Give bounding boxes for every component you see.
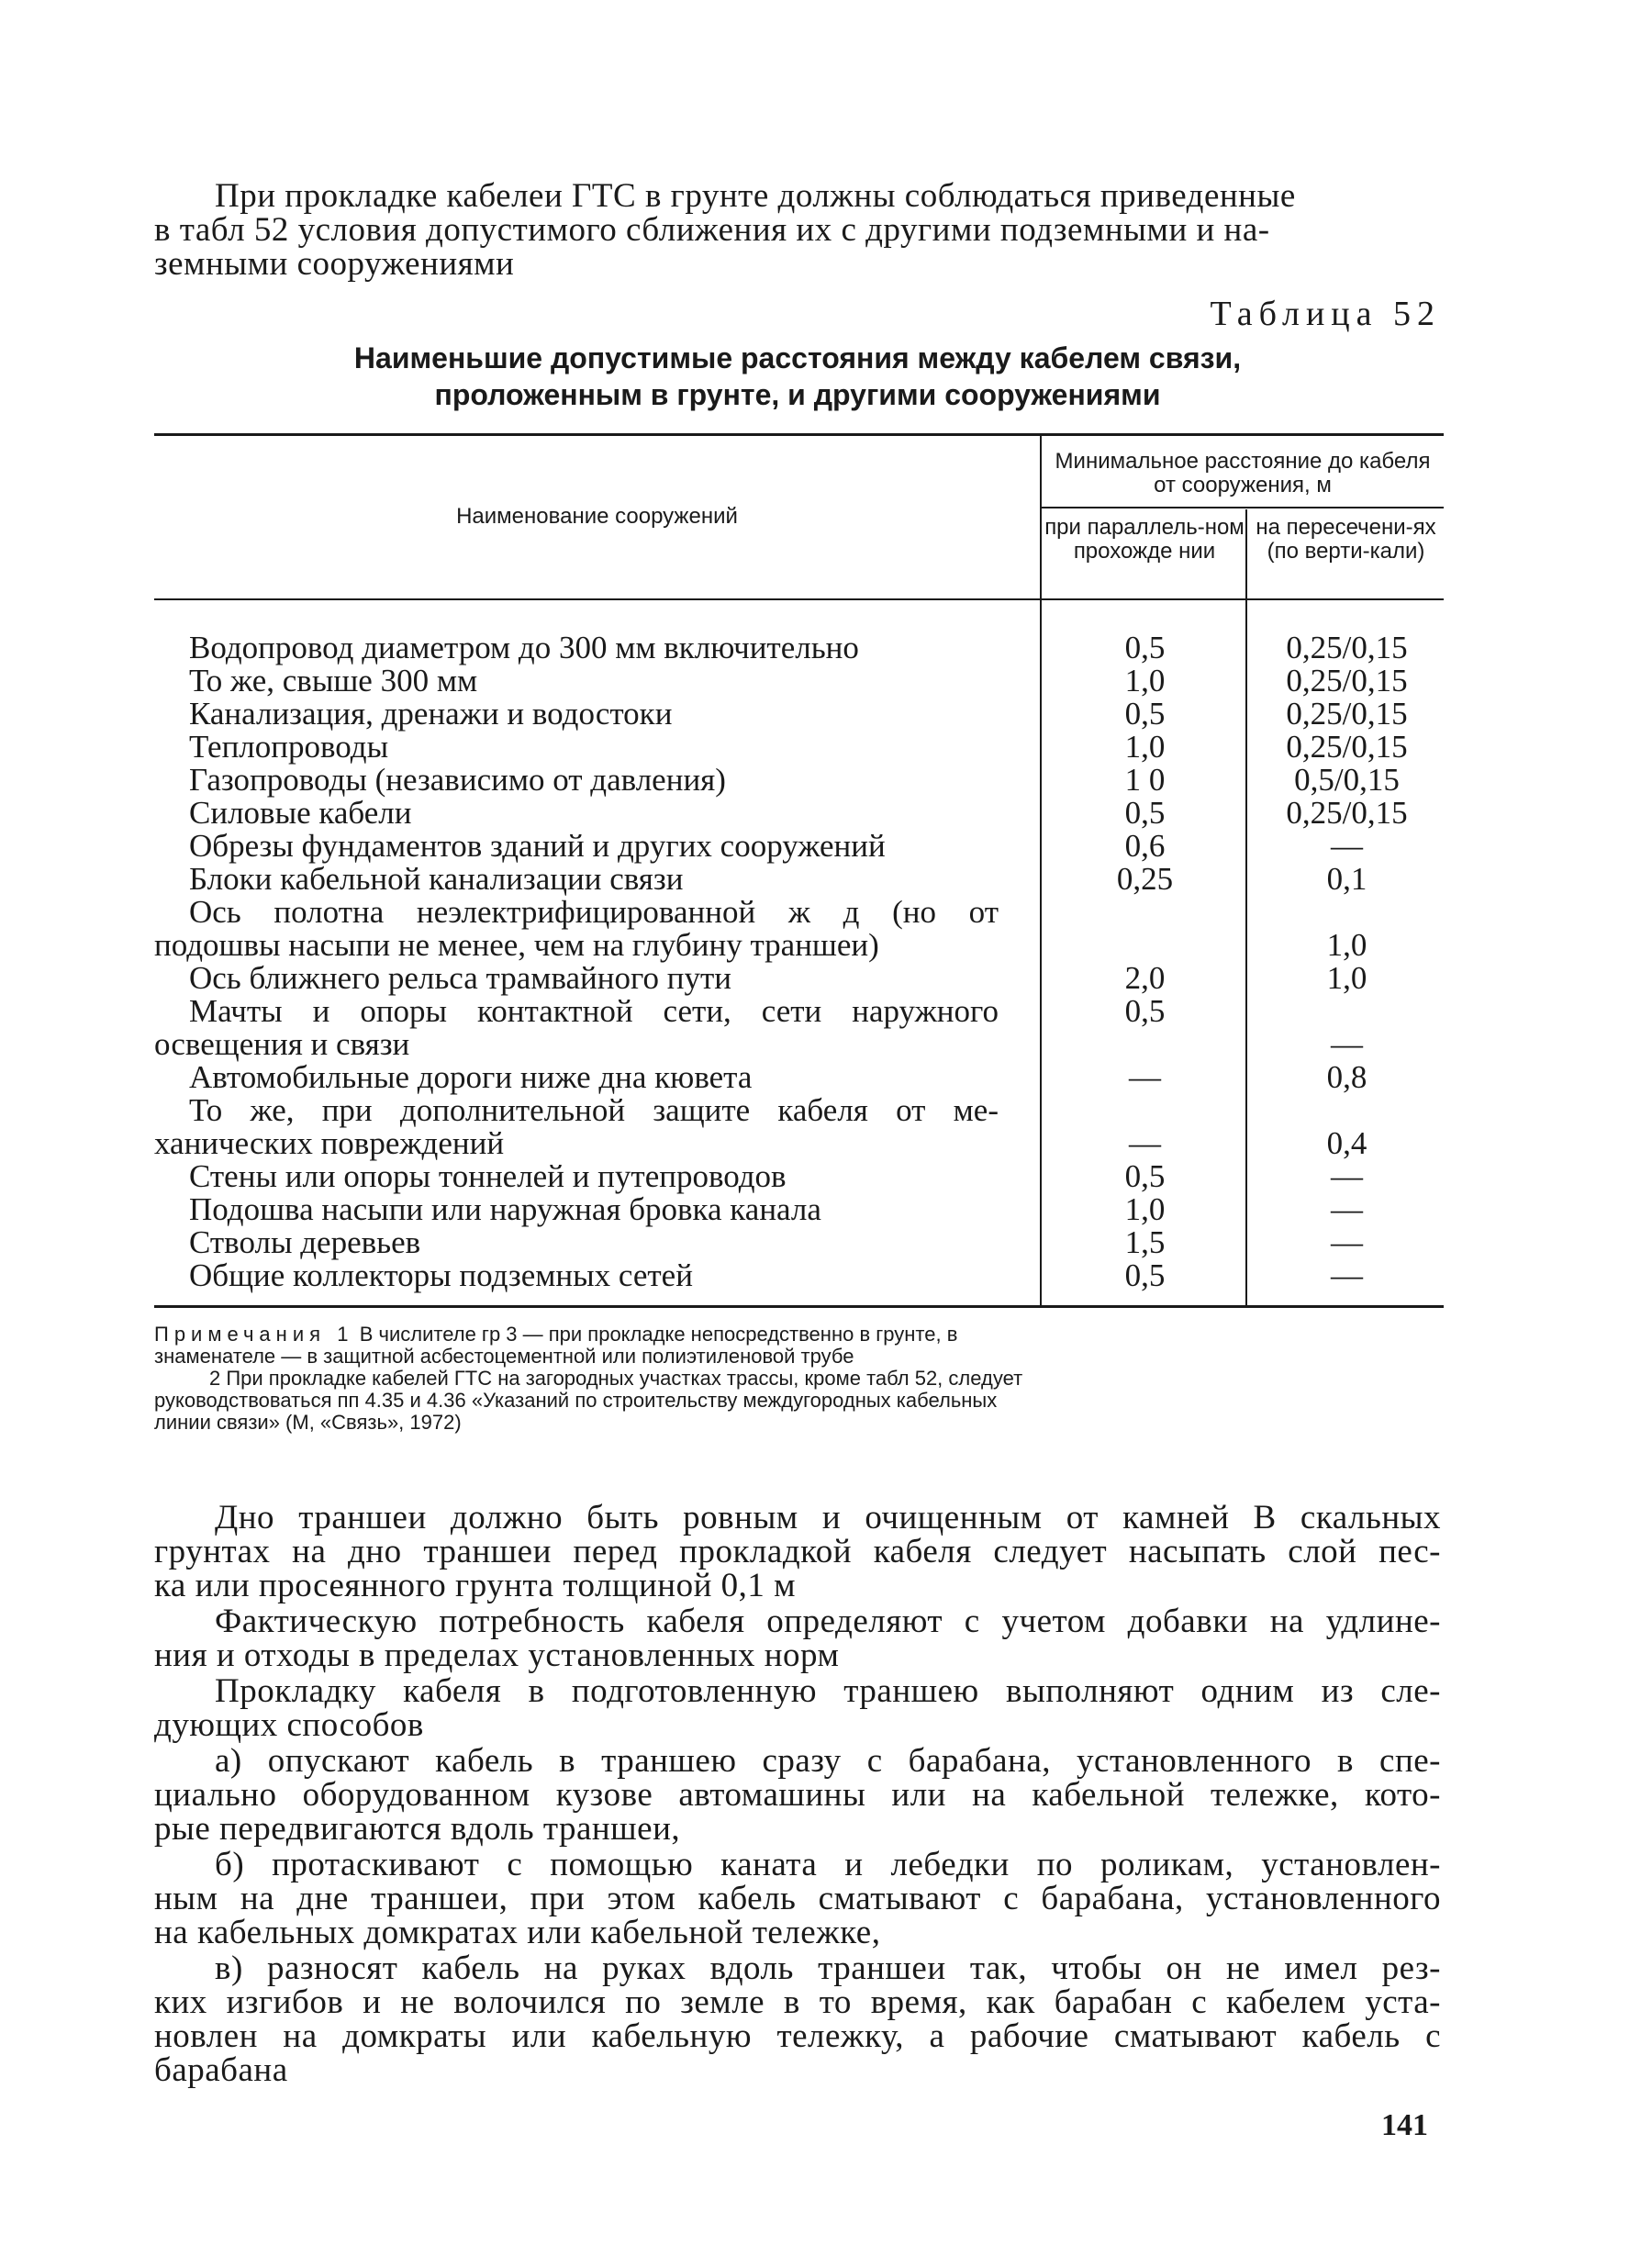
body-line: а) опускают кабель в траншею сразу с барабана, установленного в спе- xyxy=(215,1742,1441,1780)
cell-crossing: — xyxy=(1331,1224,1363,1260)
cell-crossing: 0,1 xyxy=(1326,861,1367,897)
table-row-label: Водопровод диаметром до 300 мм включительно xyxy=(189,630,859,665)
table-row xyxy=(154,665,999,698)
table-row-label: Канализация, дренажи и водостоки xyxy=(189,696,673,732)
note-text: руководствоваться пп 4.35 и 4.36 «Указаний по строительству междугородных кабельных xyxy=(154,1389,998,1412)
table-row-label: То же, при дополнительной защите кабеля от ме- xyxy=(189,1092,999,1128)
body-paragraph xyxy=(154,1744,1441,1846)
table-bottom-rule xyxy=(154,1305,1444,1308)
cell-parallel: 0,5 xyxy=(1124,993,1166,1029)
table-row-label: Мачты и опоры контактной сети, сети наружного xyxy=(189,993,999,1029)
cell-parallel: 1 0 xyxy=(1124,762,1166,798)
body-line: Фактическую потребность кабеля определяют с учетом добавки на удлине- xyxy=(215,1603,1441,1640)
table-row xyxy=(154,764,999,797)
body-line: ких изгибов и не волочился по земле в то время, как барабан с кабелем уста- xyxy=(154,1983,1441,2021)
body-line: на кабельных домкратах или кабельной тележке, xyxy=(154,1914,881,1951)
cell-crossing: 0,25/0,15 xyxy=(1286,630,1408,665)
table-row-label: Блоки кабельной канализации связи xyxy=(189,861,684,897)
table-row-label: Стены или опоры тоннелей и путепроводов xyxy=(189,1158,787,1194)
table-row-label: Силовые кабели xyxy=(189,795,412,831)
body-line: дующих способов xyxy=(154,1706,424,1744)
cell-crossing: — xyxy=(1331,1257,1363,1293)
cell-parallel: 2,0 xyxy=(1124,960,1166,996)
table-row xyxy=(154,830,999,863)
cell-crossing: 0,4 xyxy=(1326,1125,1367,1161)
cell-parallel: 1,5 xyxy=(1124,1224,1166,1260)
table-row-label: Газопроводы (независимо от давления) xyxy=(189,762,726,798)
cell-crossing: 0,5/0,15 xyxy=(1294,762,1400,798)
cell-crossing: 1,0 xyxy=(1326,960,1367,996)
cell-parallel: 0,25 xyxy=(1116,861,1174,897)
table-title-line: проложенным в грунте, и другими сооружениями xyxy=(434,378,1161,411)
table-row-label: подошвы насыпи не менее, чем на глубину траншеи) xyxy=(154,927,879,963)
table-notes xyxy=(154,1324,1441,1434)
cell-crossing: — xyxy=(1331,828,1363,864)
table-row xyxy=(154,631,999,665)
cell-crossing: 0,25/0,15 xyxy=(1286,795,1408,831)
table-top-rule xyxy=(154,433,1444,436)
intro-line: земными сооружениями xyxy=(154,245,515,283)
table-row xyxy=(154,731,999,764)
cell-parallel: 0,5 xyxy=(1124,1257,1166,1293)
table-row xyxy=(154,1094,999,1160)
table-row xyxy=(154,1259,999,1292)
body-paragraph xyxy=(154,1848,1441,1950)
table-row xyxy=(154,896,999,962)
note-number: 1 xyxy=(337,1323,349,1346)
table-row-label: Ось ближнего рельса трамвайного пути xyxy=(189,960,732,996)
body-paragraph xyxy=(154,1951,1441,2087)
header-parallel: при параллель-ном прохожде нии xyxy=(1044,515,1245,564)
cell-parallel: — xyxy=(1129,1125,1161,1161)
table-row xyxy=(154,863,999,896)
header-name-column: Наименование сооружений xyxy=(456,504,738,529)
cell-parallel: — xyxy=(1129,1059,1161,1095)
intro-line: в табл 52 условия допустимого сближения их с другими подземными и на- xyxy=(154,211,1270,249)
notes-label: Примечания xyxy=(154,1323,327,1346)
body-line: ным на дне траншеи, при этом кабель сматывают с барабана, установленного xyxy=(154,1880,1441,1917)
cell-parallel: 1,0 xyxy=(1124,729,1166,765)
table-row-label: Обрезы фундаментов зданий и других сооружений xyxy=(189,828,886,864)
cell-parallel: 1,0 xyxy=(1124,663,1166,698)
page-number: 141 xyxy=(1381,2108,1428,2142)
table-row-label: Теплопроводы xyxy=(189,729,389,765)
cell-crossing: — xyxy=(1331,1026,1363,1062)
body-paragraph xyxy=(154,1604,1441,1672)
table-row-label: Ось полотна неэлектрифицированной ж д (но от xyxy=(189,894,999,930)
cell-crossing: 1,0 xyxy=(1326,927,1367,963)
intro-line: При прокладке кабелеи ГТС в грунте должны соблюдаться приведенные xyxy=(215,177,1296,215)
body-paragraph xyxy=(154,1674,1441,1742)
note-text: знаменателе — в защитной асбестоцементной или полиэтиленовой трубе xyxy=(154,1345,854,1368)
body-line: циально оборудованном кузове автомашины или на кабельной тележке, кото- xyxy=(154,1776,1441,1814)
table-number: Таблица 52 xyxy=(1210,295,1441,333)
table-row-label: Стволы деревьев xyxy=(189,1224,421,1260)
table-row-label: Автомобильные дороги ниже дна кювета xyxy=(189,1059,753,1095)
header-group: Минимальное расстояние до кабеля от сооружения, м xyxy=(1055,449,1431,497)
body-line: грунтах на дно траншеи перед прокладкой кабеля следует насыпать слой пес- xyxy=(154,1533,1441,1570)
cell-parallel: 0,5 xyxy=(1124,795,1166,831)
cell-crossing: — xyxy=(1331,1158,1363,1194)
table-row-label: освещения и связи xyxy=(154,1026,410,1062)
cell-parallel: 1,0 xyxy=(1124,1191,1166,1227)
cell-crossing: 0,25/0,15 xyxy=(1286,729,1408,765)
body-line: барабана xyxy=(154,2051,288,2089)
body-line: в) разносят кабель на руках вдоль траншеи так, чтобы он не имел рез- xyxy=(215,1950,1441,1987)
cell-crossing: 0,25/0,15 xyxy=(1286,696,1408,732)
intro-paragraph xyxy=(154,179,1441,281)
table-row xyxy=(154,1226,999,1259)
note-text: 2 При прокладке кабелей ГТС на загородных участках трассы, кроме табл 52, следует xyxy=(209,1367,1023,1390)
body-line: ния и отходы в пределах установленных норм xyxy=(154,1637,840,1674)
table-row-label: Общие коллекторы подземных сетей xyxy=(189,1257,693,1293)
table-row xyxy=(154,1160,999,1193)
cell-crossing: 0,25/0,15 xyxy=(1286,663,1408,698)
note-text: В числителе гр 3 — при прокладке непосредственно в грунте, в xyxy=(359,1323,958,1346)
body-line: ка или просеянного грунта толщиной 0,1 м xyxy=(154,1567,797,1604)
table-row xyxy=(154,797,999,830)
cell-parallel: 0,5 xyxy=(1124,696,1166,732)
note-text: линии связи» (М, «Связь», 1972) xyxy=(154,1411,462,1434)
cell-crossing: 0,8 xyxy=(1326,1059,1367,1095)
body-line: рые передвигаются вдоль траншеи, xyxy=(154,1810,681,1848)
table-row-label: Подошва насыпи или наружная бровка канала xyxy=(189,1191,821,1227)
table-header-rule xyxy=(154,598,1444,600)
table-row xyxy=(154,1193,999,1226)
body-line: новлен на домкраты или кабельную тележку, а рабочие сматывают кабель с xyxy=(154,2017,1441,2055)
table-row-label: ханических повреждений xyxy=(154,1125,505,1161)
table-row xyxy=(154,962,999,995)
body-line: Дно траншеи должно быть ровным и очищенным от камней В скальных xyxy=(215,1499,1441,1536)
body-line: б) протаскивают с помощью каната и лебедки по роликам, установлен- xyxy=(215,1846,1441,1883)
body-line: Прокладку кабеля в подготовленную траншею выполняют одним из сле- xyxy=(215,1672,1441,1710)
table-title-line: Наименьшие допустимые расстояния между кабелем связи, xyxy=(353,341,1242,374)
cell-parallel: 0,5 xyxy=(1124,1158,1166,1194)
cell-parallel: 0,6 xyxy=(1124,828,1166,864)
cell-crossing: — xyxy=(1331,1191,1363,1227)
header-crossing: на пересечени-ях (по верти-кали) xyxy=(1256,515,1436,564)
table-row xyxy=(154,1061,999,1094)
table-row xyxy=(154,698,999,731)
table-row xyxy=(154,995,999,1061)
table-row-label: То же, свыше 300 мм xyxy=(189,663,478,698)
body-paragraph xyxy=(154,1501,1441,1603)
table-group-rule xyxy=(1042,507,1444,508)
table-title xyxy=(154,340,1441,413)
cell-parallel: 0,5 xyxy=(1124,630,1166,665)
